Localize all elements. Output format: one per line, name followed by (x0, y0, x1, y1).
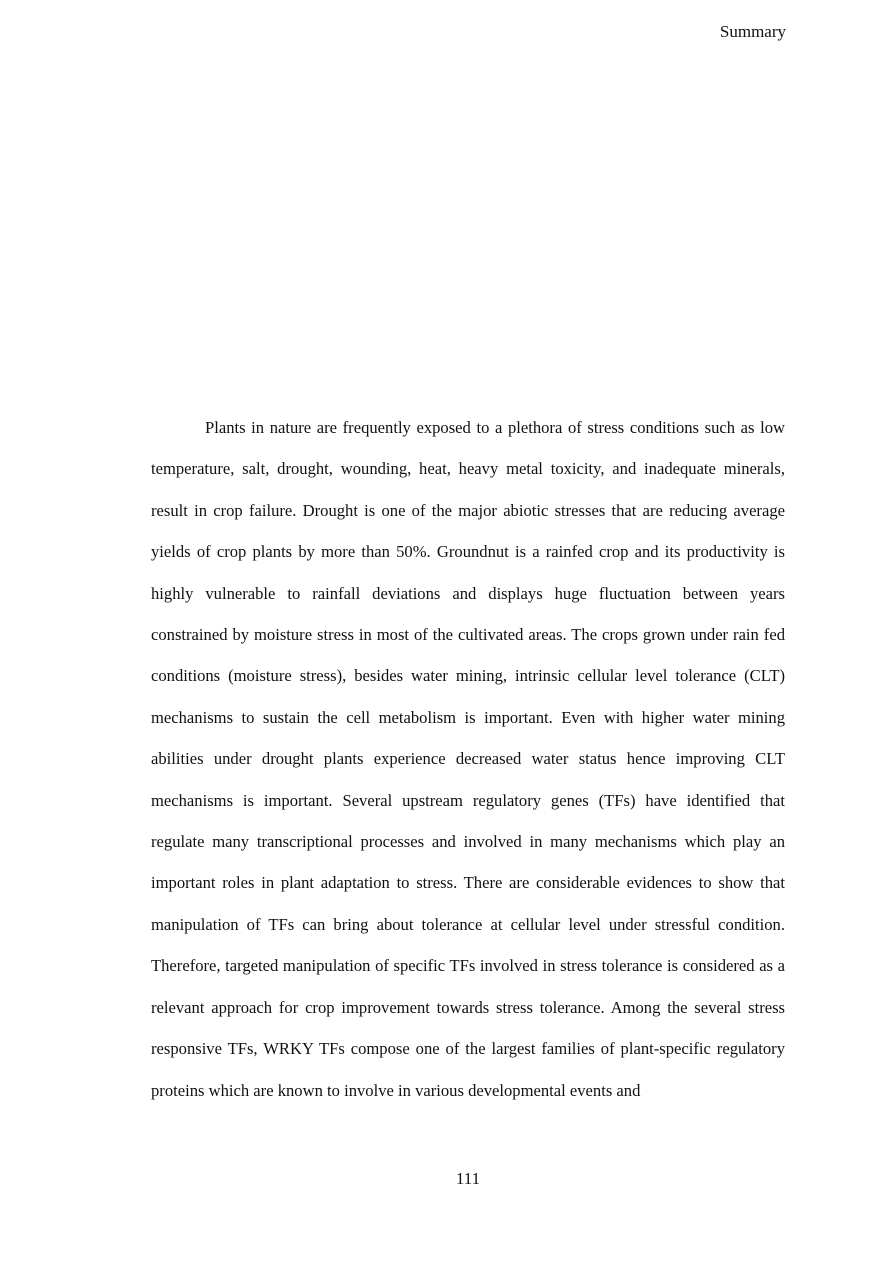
body-text (151, 407, 785, 1111)
summary-paragraph: Plants in nature are frequently exposed to a plethora of stress conditions such as low temperature, salt, drought, wounding, heat, heavy metal toxicity, and inadequate minerals, result in crop failure. Drought is one of the major abiotic stresses that are reducing average yields of crop plants by more than 50%. Groundnut is a rainfed crop and its productivity is highly vulnerable to rainfall deviations and displays huge fluctuation between years constrained by moisture stress in most of the cultivated areas. The crops grown under rain fed conditions (moisture stress), besides water mining, intrinsic cellular level tolerance (CLT) mechanisms to sustain the cell metabolism is important. Even with higher water mining abilities under drought plants experience decreased water status hence improving CLT mechanisms is important. Several upstream regulatory genes (TFs) have identified that regulate many transcriptional processes and involved in many mechanisms which play an important roles in plant adaptation to stress. There are considerable evidences to show that manipulation of TFs can bring about tolerance at cellular level under stressful condition. Therefore, targeted manipulation of specific TFs involved in stress tolerance is considered as a relevant approach for crop improvement towards stress tolerance. Among the several stress responsive TFs, WRKY TFs compose one of the largest families of plant-specific regulatory proteins which are known to involve in various developmental events and (151, 418, 785, 1100)
running-header: Summary (719, 22, 786, 41)
page-number: 111 (455, 1169, 481, 1188)
